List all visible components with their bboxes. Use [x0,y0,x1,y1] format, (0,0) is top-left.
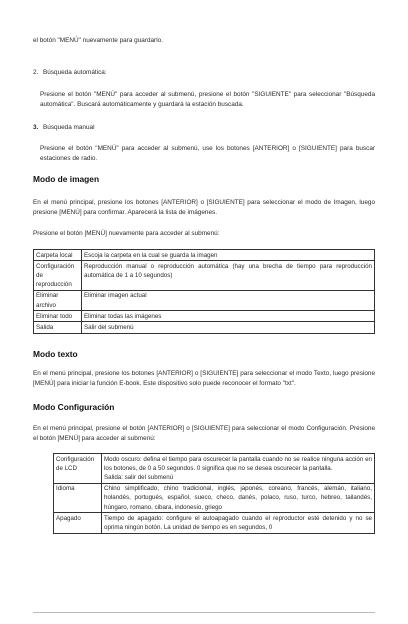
table-cell: Reproducción manual o reproducción automática (hay una brecha de tiempo para reproducción automática de 1 a 10 segundos) [82,261,375,291]
cell-line: Modo oscuro: defina el tiempo para oscurecer la pantalla cuando no se realice ninguna acción en los botones, de 0 a 50 segundos. 0 significa que no se desea oscurecer la pantalla. [104,455,372,472]
table-cell [102,454,375,484]
config-mode-table [53,453,375,534]
table-cell: Carpeta local [34,250,82,261]
table-row [34,322,375,333]
list-item-automatic-search [33,68,107,78]
table-cell: Escoja la carpeta en la cual se guarda la imagen [82,250,375,261]
config-mode-heading: Modo Configuración [33,402,115,412]
table-cell: Tiempo de apagado: configure el autoapagado cuando el reproductor esté detenido y no se oprima ningún botón. La unidad de tiempo es en segundos, 0 [102,513,375,533]
table-cell: Eliminar imagen actual [82,290,375,310]
text-mode-paragraph: En el menú principal, presione los botones [ANTERIOR] o [SIGUIENTE] para seleccionar el modo Texto, luego presione [MENÚ] para iniciar la función E-book. Este dispositivo solo puede reconocer el formato "txt". [33,370,375,387]
table-row [54,513,375,533]
table-cell: Salir del submenú [82,322,375,333]
table-cell: Salida [34,322,82,333]
image-mode-paragraph: En el menú principal, presione los botones [ANTERIOR] o [SIGUIENTE] para seleccionar el modo de Imagen, luego presione [MENÚ] para confirmar. Aparecerá la lista de imágenes. [33,199,375,216]
list-number: 2. [33,69,39,76]
table-cell: Eliminar todas las imágenes [82,311,375,322]
image-mode-heading: Modo de imagen [33,174,100,184]
table-cell: Chino simplificado, chino tradicional, inglés, japonés, coreano, francés, alemán, italiano, holandés, portugués, español, sueco, checo, danés, polaco, ruso, turco, hebreo, tailandés, húngaro, romano, cibara, indonesio, griego [102,483,375,513]
image-mode-table [33,249,375,334]
table-cell: Eliminar archivo [34,290,82,310]
table-row [34,290,375,310]
table-cell: Idioma [54,483,102,513]
table-row [54,483,375,513]
table-cell: Configuración de LCD [54,454,102,484]
config-mode-paragraph: En el menú principal, presione el botón [ANTERIOR] o [SIGUIENTE] para seleccionar el modo Configuración. Presione el botón [MENÚ] para acceder al submenú: [33,425,375,442]
table-row [54,454,375,484]
table-cell: Configuración de reproducción [34,261,82,291]
list-item-manual-search [33,123,95,133]
list-title: Búsqueda manual [43,124,95,131]
intro-tail-text: el botón "MENÚ" nuevamente para guardarlo. [33,37,163,44]
cell-line: Salida: salir del submenú [104,473,174,481]
page-bottom-rule [33,612,375,613]
table-row [34,311,375,322]
table-cell: Apagado [54,513,102,533]
table-row [34,250,375,261]
table-row [34,261,375,291]
image-mode-submenu-text: Presione el botón [MENÚ] nuevamente para acceder al submenú: [33,230,220,237]
manual-search-text: Presione el botón "MENÚ" para acceder al submenú, use los botones [ANTERIOR] o [SIGUIENTE] para buscar estaciones de radio. [40,145,375,162]
list-number: 3. [33,124,39,131]
text-mode-heading: Modo texto [33,349,78,359]
automatic-search-text: Presione el botón "MENÚ" para acceder al submenú, presione el botón "SIGUIENTE" para seleccionar "Búsqueda automática". Buscará automáticamente y guardará la estación buscada. [40,91,375,108]
list-title: Búsqueda automática: [43,69,107,76]
table-cell: Eliminar todo [34,311,82,322]
